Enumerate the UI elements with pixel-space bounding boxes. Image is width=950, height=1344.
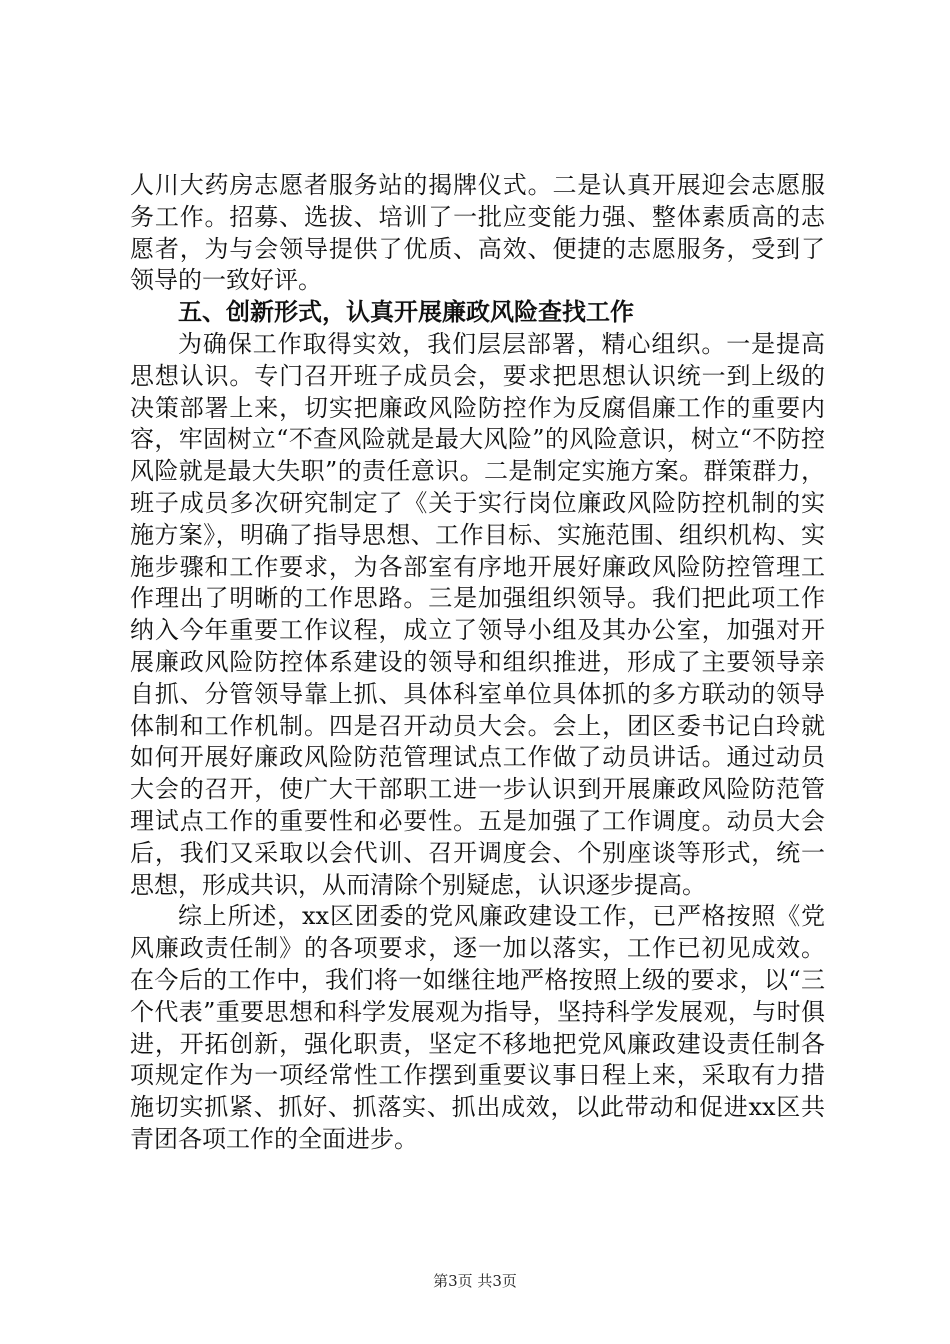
page-footer: 第3页 共3页 [433,1272,517,1290]
paragraph-summary: 综上所述，xx区团委的党风廉政建设工作，已严格按照《党风廉政责任制》的各项要求，逐一加以落实，工作已初见成效。在今后的工作中，我们将一如继往地严格按照上级的要求，以“三个代表”重要思想和科学发展观为指导，坚持科学发展观，与时俱进，开拓创新，强化职责，坚定不移地把党风廉政建设责任制各项规定作为一项经常性工作摆到重要议事日程上来，采取有力措施切实抓紧、抓好、抓落实、抓出成效，以此带动和促进xx区共青团各项工作的全面进步。 [130,902,825,1153]
paragraph-risk-work: 为确保工作取得实效，我们层层部署，精心组织。一是提高思想认识。专门召开班子成员会，要求把思想认识统一到上级的决策部署上来，切实把廉政风险防控作为反腐倡廉工作的重要内容，牢固树立“不查风险就是最大风险”的风险意识，树立“不防控风险就是最大失职”的责任意识。二是制定实施方案。群策群力，班子成员多次研究制定了《关于实行岗位廉政风险防控机制的实施方案》，明确了指导思想、工作目标、实施范围、组织机构、实施步骤和工作要求，为各部室有序地开展好廉政风险防控管理工作理出了明晰的工作思路。三是加强组织领导。我们把此项工作纳入今年重要工作议程，成立了领导小组及其办公室，加强对开展廉政风险防控体系建设的领导和组织推进，形成了主要领导亲自抓、分管领导靠上抓、具体科室单位具体抓的多方联动的领导体制和工作机制。四是召开动员大会。会上，团区委书记白玲就如何开展好廉政风险防范管理试点工作做了动员讲话。通过动员大会的召开，使广大干部职工进一步认识到开展廉政风险防范管理试点工作的重要性和必要性。五是加强了工作调度。动员大会后，我们又采取以会代训、召开调度会、个别座谈等形式，统一思想，形成共识，从而清除个别疑虑，认识逐步提高。 [130,329,825,899]
paragraph-continued: 人川大药房志愿者服务站的揭牌仪式。二是认真开展迎会志愿服务工作。招募、选拔、培训了一批应变能力强、整体素质高的志愿者，为与会领导提供了优质、高效、便捷的志愿服务，受到了领导的一致好评。 [130,171,825,295]
section-heading-5: 五、创新形式，认真开展廉政风险查找工作 [178,298,634,327]
document-body [130,170,825,1156]
